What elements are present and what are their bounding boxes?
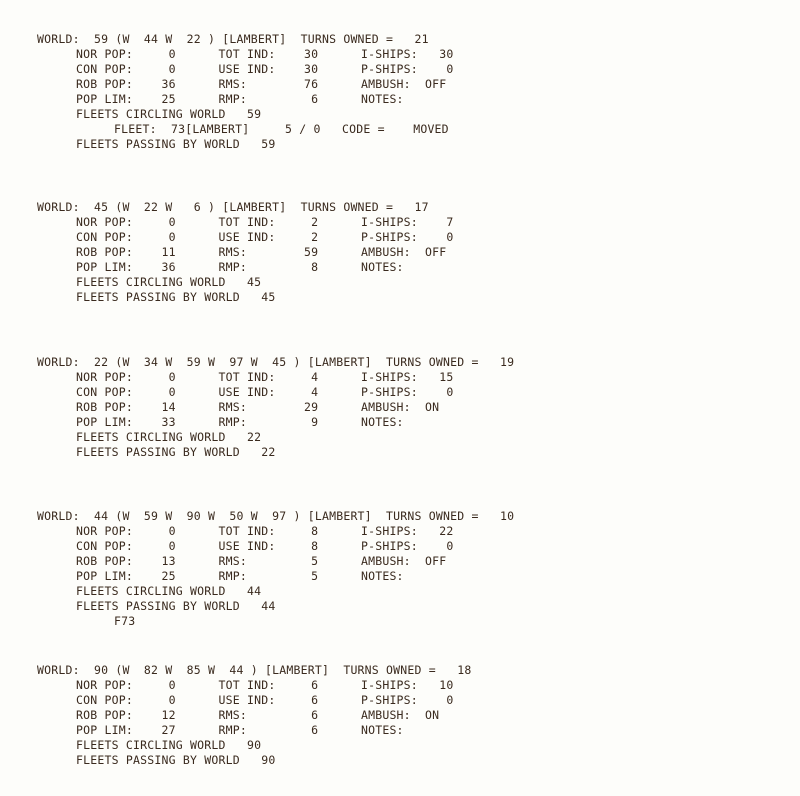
world-header: WORLD: 90 (W 82 W 85 W 44 ) [LAMBERT] TURNS OWNED = 18 bbox=[37, 663, 472, 677]
fleet-line: FLEET: 73[LAMBERT] 5 / 0 CODE = MOVED bbox=[114, 122, 449, 136]
fleets-circling-line: FLEETS CIRCLING WORLD 59 bbox=[76, 107, 262, 121]
fleets-passing-line: FLEETS PASSING BY WORLD 45 bbox=[76, 290, 276, 304]
stats-row: ROB POP: 12 RMS: 6 AMBUSH: ON bbox=[76, 708, 440, 722]
stats-row: ROB POP: 36 RMS: 76 AMBUSH: OFF bbox=[76, 77, 447, 91]
fleets-circling-line: FLEETS CIRCLING WORLD 90 bbox=[76, 738, 262, 752]
stats-row: ROB POP: 13 RMS: 5 AMBUSH: OFF bbox=[76, 554, 447, 568]
stats-row: NOR POP: 0 TOT IND: 8 I-SHIPS: 22 bbox=[76, 524, 454, 538]
fleets-circling-line: FLEETS CIRCLING WORLD 44 bbox=[76, 584, 262, 598]
stats-row: CON POP: 0 USE IND: 4 P-SHIPS: 0 bbox=[76, 385, 454, 399]
world-header: WORLD: 44 (W 59 W 90 W 50 W 97 ) [LAMBERT] TURNS OWNED = 10 bbox=[37, 509, 515, 523]
stats-row: NOR POP: 0 TOT IND: 2 I-SHIPS: 7 bbox=[76, 215, 454, 229]
fleets-circling-line: FLEETS CIRCLING WORLD 22 bbox=[76, 430, 262, 444]
world-header: WORLD: 45 (W 22 W 6 ) [LAMBERT] TURNS OWNED = 17 bbox=[37, 200, 429, 214]
stats-row: POP LIM: 25 RMP: 5 NOTES: bbox=[76, 569, 404, 583]
passing-fleet-id: F73 bbox=[114, 614, 136, 628]
stats-row: CON POP: 0 USE IND: 6 P-SHIPS: 0 bbox=[76, 693, 454, 707]
fleets-passing-line: FLEETS PASSING BY WORLD 22 bbox=[76, 445, 276, 459]
fleets-passing-line: FLEETS PASSING BY WORLD 90 bbox=[76, 753, 276, 767]
stats-row: POP LIM: 25 RMP: 6 NOTES: bbox=[76, 92, 404, 106]
world-header: WORLD: 59 (W 44 W 22 ) [LAMBERT] TURNS OWNED = 21 bbox=[37, 32, 429, 46]
fleets-passing-line: FLEETS PASSING BY WORLD 59 bbox=[76, 137, 276, 151]
stats-row: CON POP: 0 USE IND: 8 P-SHIPS: 0 bbox=[76, 539, 454, 553]
stats-row: CON POP: 0 USE IND: 2 P-SHIPS: 0 bbox=[76, 230, 454, 244]
world-header: WORLD: 22 (W 34 W 59 W 97 W 45 ) [LAMBERT] TURNS OWNED = 19 bbox=[37, 355, 515, 369]
stats-row: NOR POP: 0 TOT IND: 30 I-SHIPS: 30 bbox=[76, 47, 454, 61]
stats-row: CON POP: 0 USE IND: 30 P-SHIPS: 0 bbox=[76, 62, 454, 76]
stats-row: POP LIM: 36 RMP: 8 NOTES: bbox=[76, 260, 404, 274]
stats-row: ROB POP: 14 RMS: 29 AMBUSH: ON bbox=[76, 400, 440, 414]
fleets-circling-line: FLEETS CIRCLING WORLD 45 bbox=[76, 275, 262, 289]
stats-row: NOR POP: 0 TOT IND: 4 I-SHIPS: 15 bbox=[76, 370, 454, 384]
stats-row: POP LIM: 27 RMP: 6 NOTES: bbox=[76, 723, 404, 737]
stats-row: ROB POP: 11 RMS: 59 AMBUSH: OFF bbox=[76, 245, 447, 259]
fleets-passing-line: FLEETS PASSING BY WORLD 44 bbox=[76, 599, 276, 613]
stats-row: NOR POP: 0 TOT IND: 6 I-SHIPS: 10 bbox=[76, 678, 454, 692]
stats-row: POP LIM: 33 RMP: 9 NOTES: bbox=[76, 415, 404, 429]
